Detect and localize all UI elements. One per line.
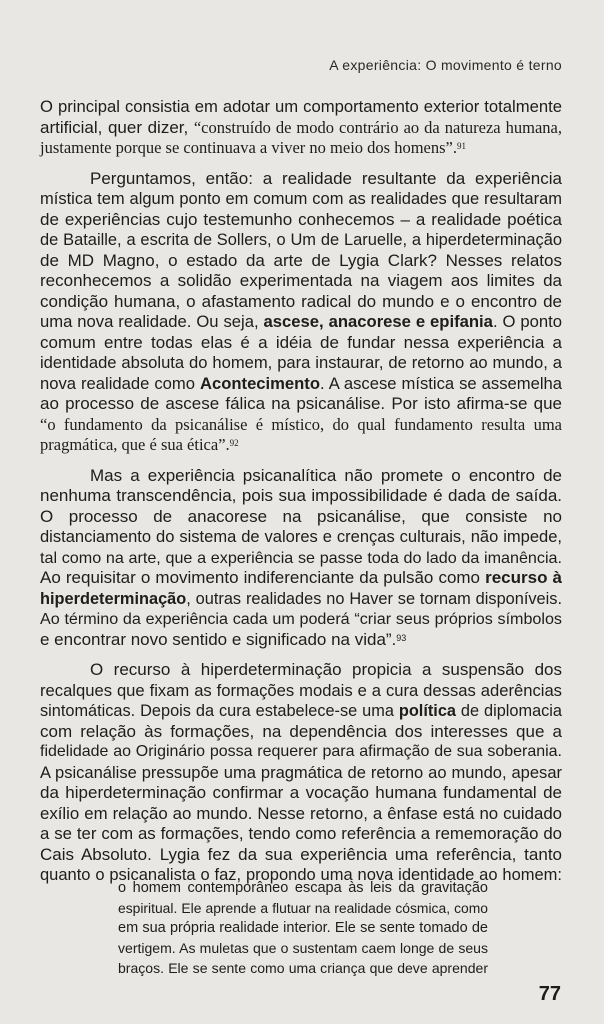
text-line: Perguntamos, então: a realidade resultante da experiência <box>90 168 562 188</box>
text-span: Ao requisitar o movimento indiferenciante da pulsão como <box>40 568 486 587</box>
bold-term: recurso à <box>485 568 562 587</box>
text-line <box>40 312 562 333</box>
text-line: exílio em relação ao mundo. Nesse retorno, a ênfase está no cuidado <box>40 803 562 823</box>
text-line: tal como na arte, que a experiência se passe toda do lado da imanência. <box>40 548 562 567</box>
text-span: nova realidade como <box>40 373 201 393</box>
text-line: condição humana, o afastamento radical do mundo e o encontro de <box>40 291 562 311</box>
quoted-text: “construído de modo contrário ao da natureza humana, <box>193 117 562 137</box>
quoted-text: pragmática, que é sua ética”. <box>40 435 230 454</box>
bold-term: hiperdeterminação <box>40 589 187 608</box>
text-line <box>40 435 562 456</box>
text-line <box>40 568 562 589</box>
text-line: ao processo de ascese fálica na psicanálise. Por isto afirma-se que <box>40 394 562 413</box>
text-line: reconhecemos a solidão experimentada na viagem aos limites da <box>40 271 562 290</box>
footnote-ref: 91 <box>456 141 466 151</box>
paragraph-4 <box>40 660 562 886</box>
text-line: identidade absoluta do homem, para instaurar, de retorno ao mundo, a <box>40 353 562 372</box>
text-line: Ao término da experiência cada um poderá “criar seus próprios símbolos <box>40 610 562 628</box>
text-line: comum entre todas elas é a idéia de fundar nessa experiência a <box>40 332 562 352</box>
text-line: de Bataille, a escrita de Sollers, o Um de Laruelle, a hiperdeterminação <box>40 231 562 249</box>
paragraph-1 <box>40 97 562 159</box>
text-line <box>40 589 562 610</box>
quote-line: o homem contemporâneo escapa às leis da gravitação <box>118 880 488 896</box>
text-line: O processo de anacorese na psicanálise, que consiste no <box>40 506 562 526</box>
text-line: nenhuma transcendência, pois sua impossibilidade é dada de saída. <box>40 486 562 505</box>
bold-term: Acontecimento <box>200 373 320 393</box>
text-line: A psicanálise pressupõe uma pragmática de retorno ao mundo, apesar <box>40 762 562 782</box>
page-number: 77 <box>538 983 561 1005</box>
footnote-ref: 93 <box>396 632 407 643</box>
quote-line: espiritual. Ele aprende a flutuar na realidade cósmica, como <box>118 900 488 916</box>
bold-term: ascese, anacorese e epifania <box>263 312 493 331</box>
text-line <box>40 118 562 139</box>
text-line: quanto o psicanalista o faz, propondo uma nova identidade ao homem: <box>40 866 562 884</box>
text-line <box>40 374 562 395</box>
text-line: de MD Magno, o estado da arte de Lygia Clark? Nesses relatos <box>40 250 562 270</box>
text-span: . O ponto <box>492 312 562 331</box>
text-line <box>40 138 562 159</box>
body-text <box>40 97 562 886</box>
bold-term: política <box>398 702 456 720</box>
block-quote <box>118 878 488 978</box>
text-line <box>40 701 562 722</box>
running-head: A experiência: O movimento é terno <box>329 57 562 73</box>
text-line: “o fundamento da psicanálise é místico, do qual fundamento resulta uma <box>40 414 562 434</box>
text-line: fidelidade ao Originário possa requerer para afirmação de sua soberania. <box>40 743 562 760</box>
text-line: distanciamento do sistema de valores e crenças culturais, não impede, <box>40 527 562 546</box>
text-span: e encontrar novo sentido e significado na vida”. <box>40 629 397 649</box>
text-span: uma nova realidade. Ou seja, <box>40 312 264 331</box>
text-span: . A ascese mística se assemelha <box>320 373 563 393</box>
footnote-ref: 92 <box>229 438 239 448</box>
text-span: sintomáticas. Depois da cura estabelece-se uma <box>40 702 399 720</box>
text-line: a se ter com as formações, tendo como referência a rememoração do <box>40 824 562 843</box>
text-line: Mas a experiência psicanalítica não promete o encontro de <box>90 465 562 485</box>
quote-line: braços. Ele se sente como uma criança que deve aprender <box>118 960 488 976</box>
quote-line: em sua própria realidade interior. Ele se sente tomado de <box>118 920 488 936</box>
paragraph-2 <box>40 169 562 456</box>
quoted-text: justamente porque se continuava a viver no meio dos homens”. <box>40 138 457 157</box>
text-line: O principal consistia em adotar um comportamento exterior totalmente <box>40 97 562 116</box>
text-line: com relação às formações, na dependência dos interesses que a <box>40 721 562 741</box>
text-span: , outras realidades no Haver se tornam disponíveis. <box>186 589 562 608</box>
text-span: de diplomacia <box>455 702 562 720</box>
quote-line: vertigem. As muletas que o sustentam caem longe de seus <box>118 940 488 956</box>
text-line: de experiências cujo testemunho conhecemos – a realidade poética <box>40 209 562 229</box>
paragraph-3 <box>40 466 562 651</box>
text-line: mística tem algum ponto em comum com as realidades que resultaram <box>40 190 562 208</box>
text-span: artificial, quer dizer, <box>40 117 194 137</box>
text-line: da hiperdeterminação confirmar a vocação humana fundamental de <box>40 783 562 802</box>
text-line: O recurso à hiperdeterminação propicia a suspensão dos <box>90 660 562 679</box>
text-line: recalques que fixam as formações modais e a cura dessas aderências <box>40 680 562 700</box>
text-line: Cais Absoluto. Lygia fez da sua experiência uma referência, tanto <box>40 844 562 864</box>
text-line <box>40 630 562 651</box>
